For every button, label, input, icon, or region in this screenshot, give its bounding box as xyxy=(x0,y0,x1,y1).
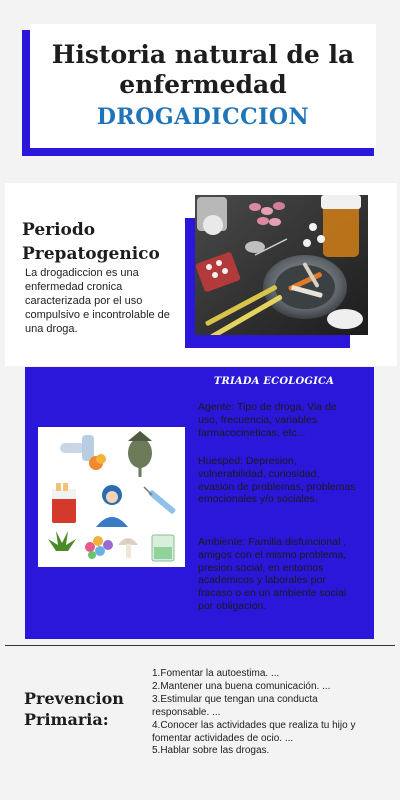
drugs-photo-illustration xyxy=(195,195,368,335)
triada-title: TRIADA ECOLOGICA xyxy=(213,376,335,387)
page-title: Historia natural de la enfermedad xyxy=(51,40,355,99)
periodo-text: La drogadiccion es una enfermedad cronica caracterizada por el uso compulsivo e incontrolable de una droga. xyxy=(25,267,170,335)
list-item: 3.Estimular que tengan una conducta responsable. ... xyxy=(152,693,318,718)
prevencion-list xyxy=(152,668,372,758)
drugs-photo xyxy=(195,195,368,335)
ambiente-text: Ambiente: Familia disfuncional , amigos con el mismo problema, presion social, en entornos academicos y laborales por fracaso o en un ambiente social por obligacion. xyxy=(198,536,347,612)
list-item: 5.Hablar sobre las drogas. xyxy=(152,745,270,757)
page-subtitle: DROGADICCION xyxy=(96,104,310,130)
huesped-text: Huesped: Depresion, vulnerabilidad, curiosidad, evasion de problemas, problemas emocionales y/o sociales. xyxy=(198,455,356,506)
drug-icons-svg xyxy=(38,427,185,567)
list-item: 1.Fomentar la autoestima. ... xyxy=(152,668,280,679)
section-divider xyxy=(5,645,395,646)
list-item: 2.Mantener una buena comunicación. ... xyxy=(152,680,331,692)
agente-text: Agente: Tipo de droga, Via de uso, frecuencia, variables farmacocineticas, etc... xyxy=(198,401,337,439)
periodo-heading: Periodo Prepatogenico xyxy=(22,220,160,264)
title-box xyxy=(30,24,376,148)
drug-icons-illustration xyxy=(38,427,185,567)
list-item: 4.Conocer las actividades que realiza tu hijo y fomentar actividades de ocio. ... xyxy=(152,719,356,744)
prevencion-heading: Prevencion Primaria: xyxy=(24,689,124,729)
